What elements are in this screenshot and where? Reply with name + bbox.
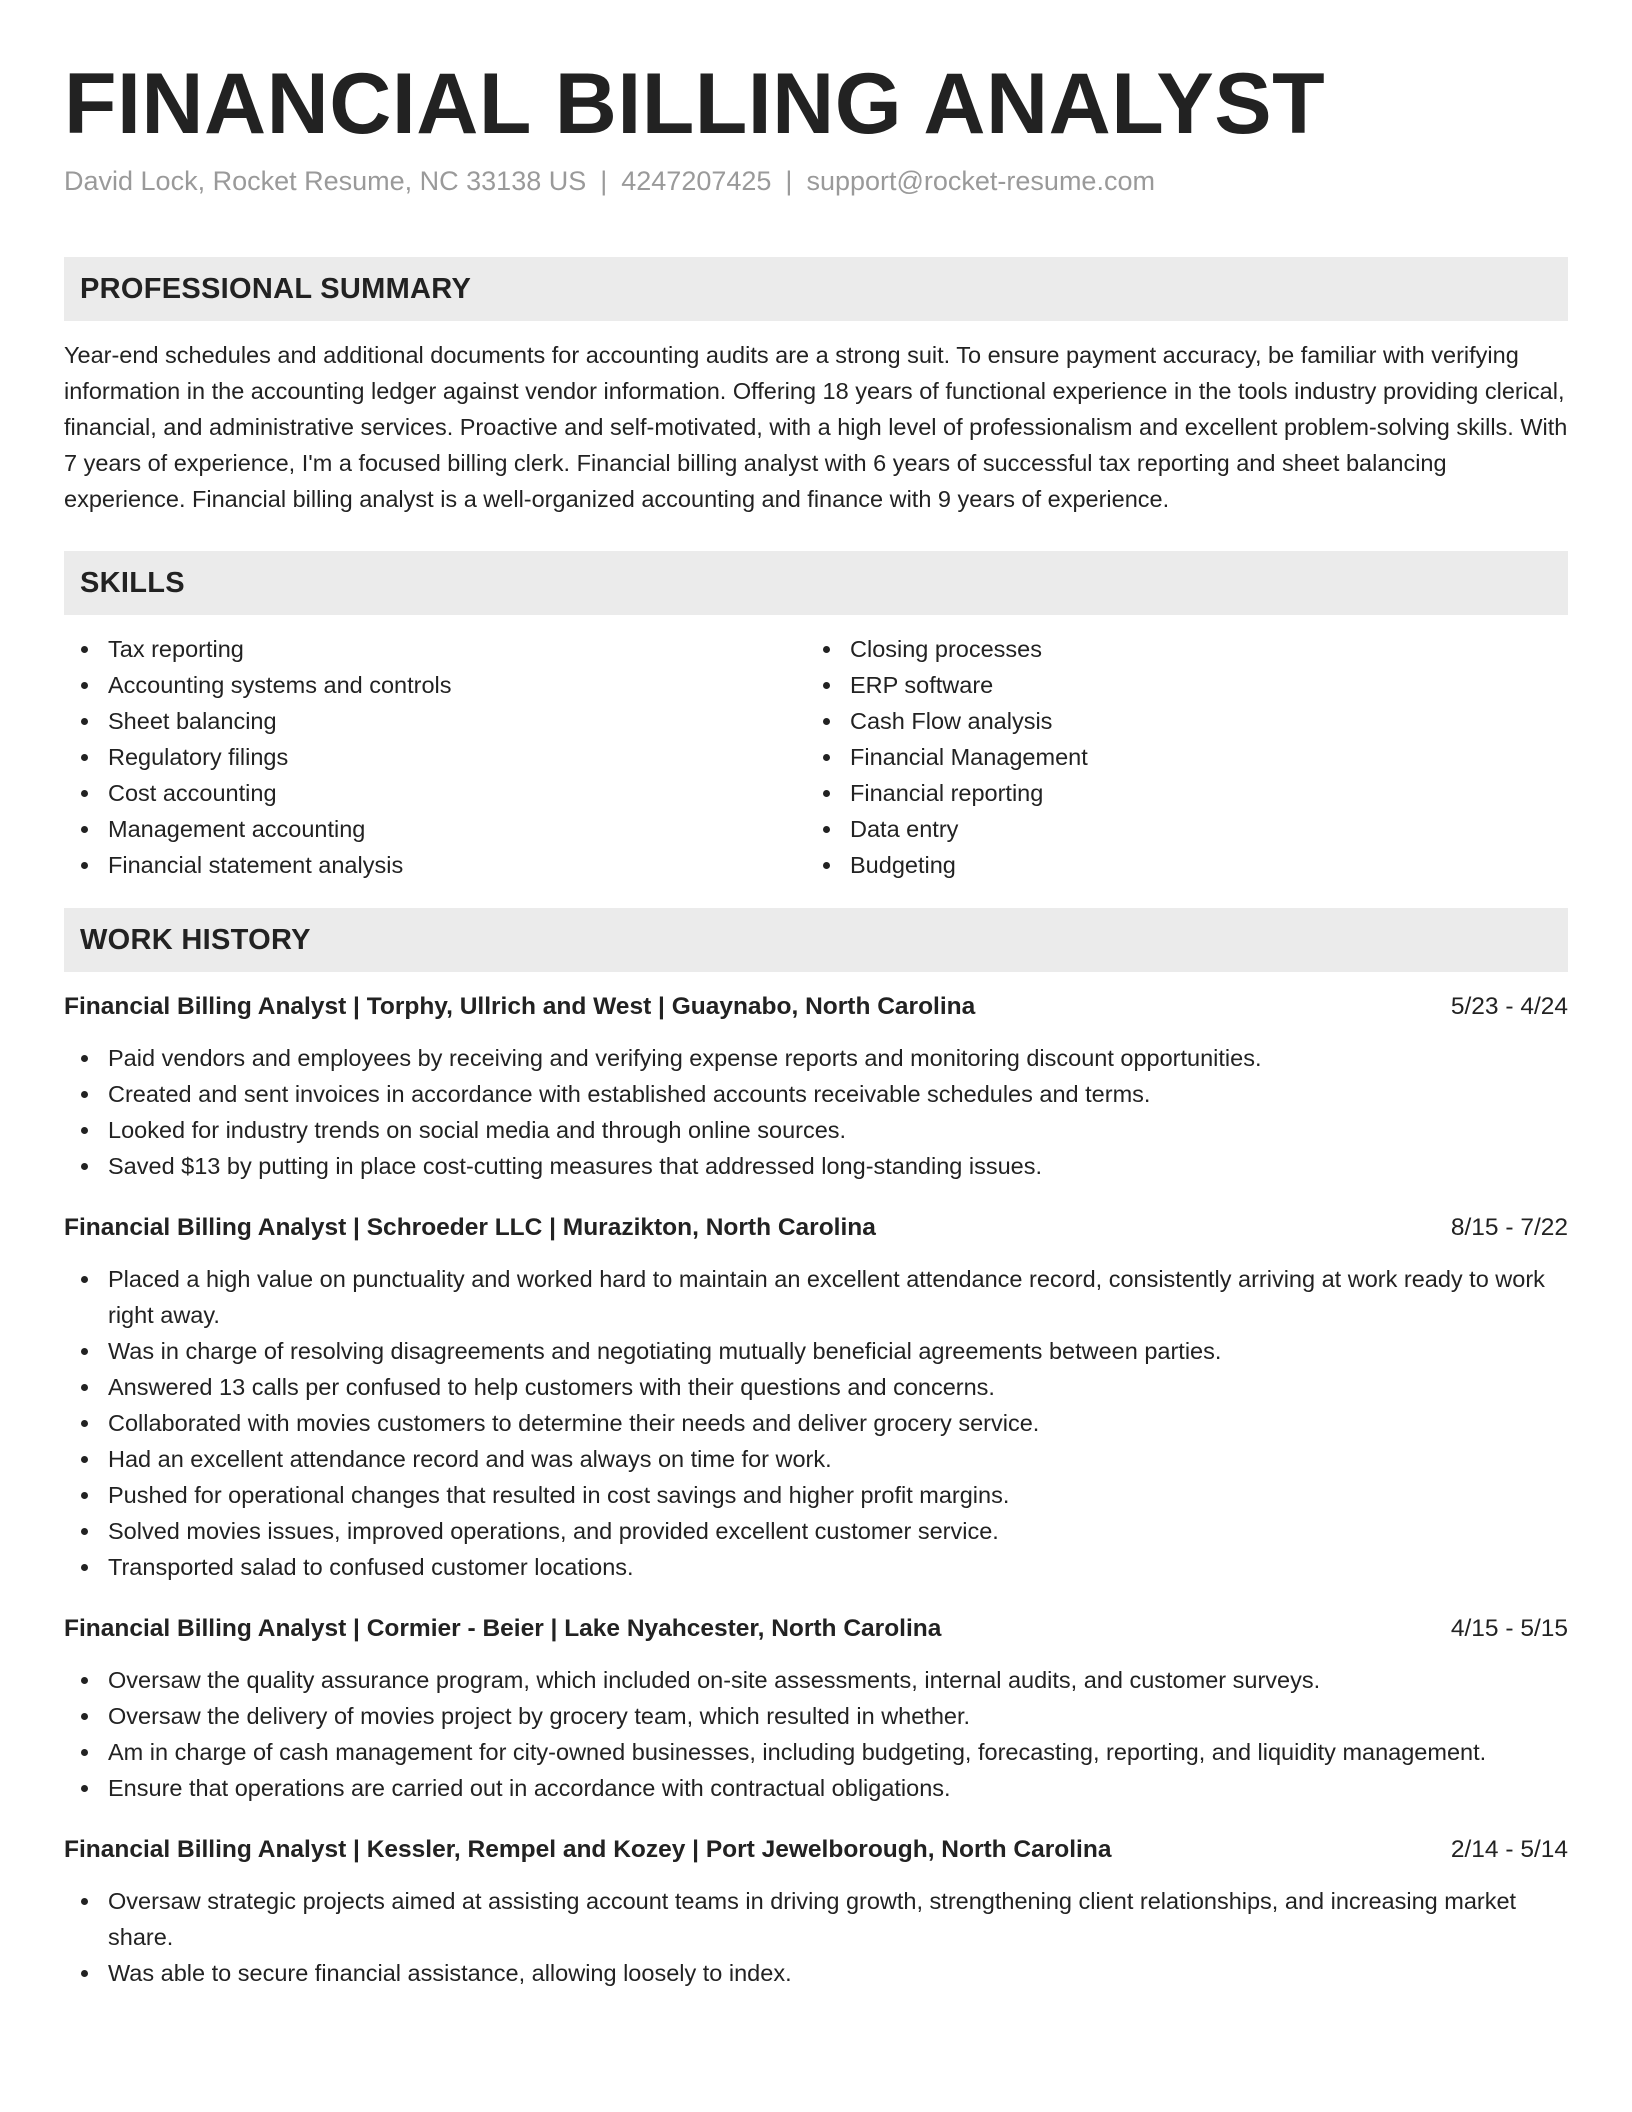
contact-separator: | [600, 166, 608, 196]
job-bullets [64, 1040, 1568, 1184]
job-dates: 4/15 - 5/15 [1450, 1615, 1568, 1642]
skill-item: Management accounting [108, 811, 806, 847]
skill-item: Tax reporting [108, 631, 806, 667]
skill-item: Cost accounting [108, 775, 806, 811]
skills-column-right [806, 631, 1548, 883]
job-title: Financial Billing Analyst | Cormier - Beier | Lake Nyahcester, North Carolina [64, 1615, 942, 1642]
resume-page [64, 58, 1568, 1991]
skill-item: Financial Management [850, 739, 1548, 775]
job-bullet: Collaborated with movies customers to determine their needs and deliver grocery service. [108, 1405, 1568, 1441]
job-bullet: Placed a high value on punctuality and worked hard to maintain an excellent attendance record, consistently arriving at work ready to work right away. [108, 1261, 1568, 1333]
skill-item: ERP software [850, 667, 1548, 703]
job-title: Financial Billing Analyst | Torphy, Ullrich and West | Guaynabo, North Carolina [64, 993, 976, 1020]
job-bullet: Am in charge of cash management for city-owned businesses, including budgeting, forecasting, reporting, and liquidity management. [108, 1734, 1568, 1770]
skills-list [64, 631, 1568, 883]
job-bullet: Pushed for operational changes that resulted in cost savings and higher profit margins. [108, 1477, 1568, 1513]
skill-item: Accounting systems and controls [108, 667, 806, 703]
skill-item: Budgeting [850, 847, 1548, 883]
job-bullet: Solved movies issues, improved operations, and provided excellent customer service. [108, 1513, 1568, 1549]
job-entry [64, 1612, 1568, 1806]
job-title: Financial Billing Analyst | Kessler, Rempel and Kozey | Port Jewelborough, North Carolina [64, 1836, 1112, 1863]
job-dates: 8/15 - 7/22 [1450, 1214, 1568, 1241]
skill-item: Data entry [850, 811, 1548, 847]
skill-item: Financial statement analysis [108, 847, 806, 883]
job-bullets [64, 1261, 1568, 1585]
job-header [64, 1612, 1568, 1646]
job-dates: 2/14 - 5/14 [1450, 1836, 1568, 1863]
job-header [64, 1833, 1568, 1867]
job-bullet: Ensure that operations are carried out in accordance with contractual obligations. [108, 1770, 1568, 1806]
job-entry [64, 990, 1568, 1184]
job-bullet: Oversaw the delivery of movies project by grocery team, which resulted in whether. [108, 1698, 1568, 1734]
job-entry [64, 1211, 1568, 1585]
contact-phone: 4247207425 [621, 166, 772, 196]
job-bullet: Oversaw the quality assurance program, which included on-site assessments, internal audits, and customer surveys. [108, 1662, 1568, 1698]
job-bullet: Was able to secure financial assistance, allowing loosely to index. [108, 1955, 1568, 1991]
work-history-list [64, 990, 1568, 1991]
job-bullet: Paid vendors and employees by receiving and verifying expense reports and monitoring discount opportunities. [108, 1040, 1568, 1076]
job-bullet: Created and sent invoices in accordance with established accounts receivable schedules and terms. [108, 1076, 1568, 1112]
contact-email: support@rocket-resume.com [806, 166, 1155, 196]
work-history-heading: WORK HISTORY [64, 908, 1568, 972]
skill-item: Regulatory filings [108, 739, 806, 775]
job-bullet: Looked for industry trends on social media and through online sources. [108, 1112, 1568, 1148]
job-bullets [64, 1883, 1568, 1991]
summary-heading: PROFESSIONAL SUMMARY [64, 257, 1568, 321]
skill-item: Cash Flow analysis [850, 703, 1548, 739]
job-entry [64, 1833, 1568, 1991]
resume-title: FINANCIAL BILLING ANALYST [64, 56, 1326, 152]
skills-column-left [64, 631, 806, 883]
job-dates: 5/23 - 4/24 [1450, 993, 1568, 1020]
job-bullet: Saved $13 by putting in place cost-cutting measures that addressed long-standing issues. [108, 1148, 1568, 1184]
job-bullet: Transported salad to confused customer locations. [108, 1549, 1568, 1585]
job-bullet: Had an excellent attendance record and was always on time for work. [108, 1441, 1568, 1477]
contact-line [64, 164, 1568, 198]
skill-item: Closing processes [850, 631, 1548, 667]
contact-address: David Lock, Rocket Resume, NC 33138 US [64, 166, 587, 196]
job-bullet: Was in charge of resolving disagreements and negotiating mutually beneficial agreements between parties. [108, 1333, 1568, 1369]
contact-separator: | [785, 166, 793, 196]
job-header [64, 1211, 1568, 1245]
summary-text: Year-end schedules and additional documents for accounting audits are a strong suit. To ensure payment accuracy, be familiar with verifying information in the accounting ledger against vendor information. Offering 18 years of functional experience in the tools industry providing clerical, financial, and administrative services. Proactive and self-motivated, with a high level of professionalism and excellent problem-solving skills. With 7 years of experience, I'm a focused billing clerk. Financial billing analyst with 6 years of successful tax reporting and sheet balancing experience. Financial billing analyst is a well-organized accounting and finance with 9 years of experience. [64, 342, 1568, 512]
skill-item: Sheet balancing [108, 703, 806, 739]
job-title: Financial Billing Analyst | Schroeder LLC | Murazikton, North Carolina [64, 1214, 876, 1241]
job-bullet: Oversaw strategic projects aimed at assisting account teams in driving growth, strengthening client relationships, and increasing market share. [108, 1883, 1568, 1955]
skills-heading: SKILLS [64, 551, 1568, 615]
job-header [64, 990, 1568, 1024]
job-bullets [64, 1662, 1568, 1806]
job-bullet: Answered 13 calls per confused to help customers with their questions and concerns. [108, 1369, 1568, 1405]
skill-item: Financial reporting [850, 775, 1548, 811]
